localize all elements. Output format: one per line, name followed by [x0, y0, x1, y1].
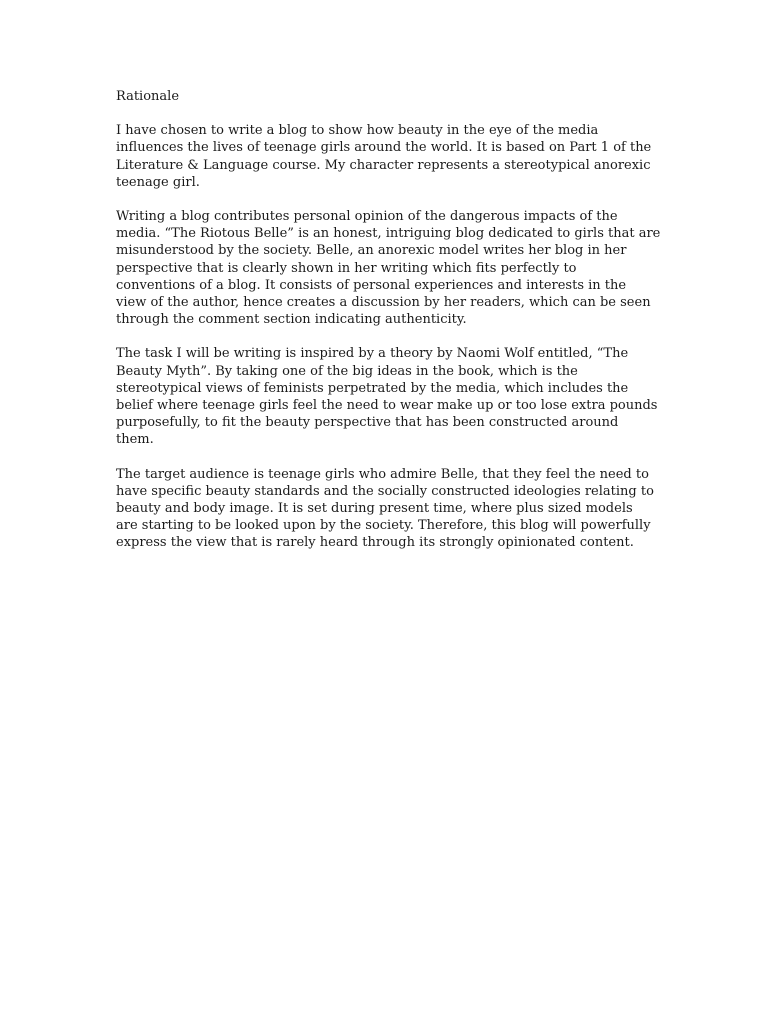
paragraph-line: beauty and body image. It is set during present time, where plus sized models — [116, 501, 633, 517]
paragraph-line: The target audience is teenage girls who admire Belle, that they feel the need to — [116, 466, 649, 482]
paragraph-line: I have chosen to write a blog to show how beauty in the eye of the media — [116, 123, 599, 139]
paragraph-3 — [116, 345, 661, 448]
paragraph-line: view of the author, hence creates a discussion by her readers, which can be seen — [116, 295, 651, 311]
paragraph-line: express the view that is rarely heard through its strongly opinionated content. — [116, 535, 634, 551]
document-title: Rationale — [116, 89, 180, 104]
paragraph-line: media. “The Riotous Belle” is an honest, intriguing blog dedicated to girls that are — [116, 226, 661, 242]
paragraph-line: The task I will be writing is inspired by a theory by Naomi Wolf entitled, “The — [116, 346, 629, 362]
paragraph-line: have specific beauty standards and the socially constructed ideologies relating to — [116, 483, 654, 499]
paragraph-line: stereotypical views of feminists perpetrated by the media, which includes the — [116, 380, 629, 396]
paragraph-line: through the comment section indicating authenticity. — [116, 312, 467, 328]
paragraph-line: misunderstood by the society. Belle, an anorexic model writes her blog in her — [116, 243, 627, 259]
paragraph-line: Writing a blog contributes personal opinion of the dangerous impacts of the — [116, 209, 618, 225]
paragraph-line: belief where teenage girls feel the need to wear make up or too lose extra pounds — [116, 398, 658, 414]
paragraph-1 — [116, 122, 661, 191]
paragraph-line: influences the lives of teenage girls around the world. It is based on Part 1 of the — [116, 140, 652, 156]
paragraph-line: perspective that is clearly shown in her writing which fits perfectly to — [116, 260, 577, 276]
document-body — [116, 88, 661, 569]
paragraph-line: purposefully, to fit the beauty perspective that has been constructed around — [116, 415, 619, 431]
paragraph-line: Beauty Myth”. By taking one of the big ideas in the book, which is the — [116, 363, 578, 379]
paragraph-4 — [116, 466, 661, 552]
paragraph-line: teenage girl. — [116, 174, 200, 190]
paragraph-2 — [116, 208, 661, 328]
paragraph-line: them. — [116, 432, 154, 448]
paragraph-line: Literature & Language course. My character represents a stereotypical anorexic — [116, 157, 651, 173]
paragraph-line: conventions of a blog. It consists of personal experiences and interests in the — [116, 277, 627, 293]
paragraph-line: are starting to be looked upon by the society. Therefore, this blog will powerfully — [116, 518, 651, 534]
